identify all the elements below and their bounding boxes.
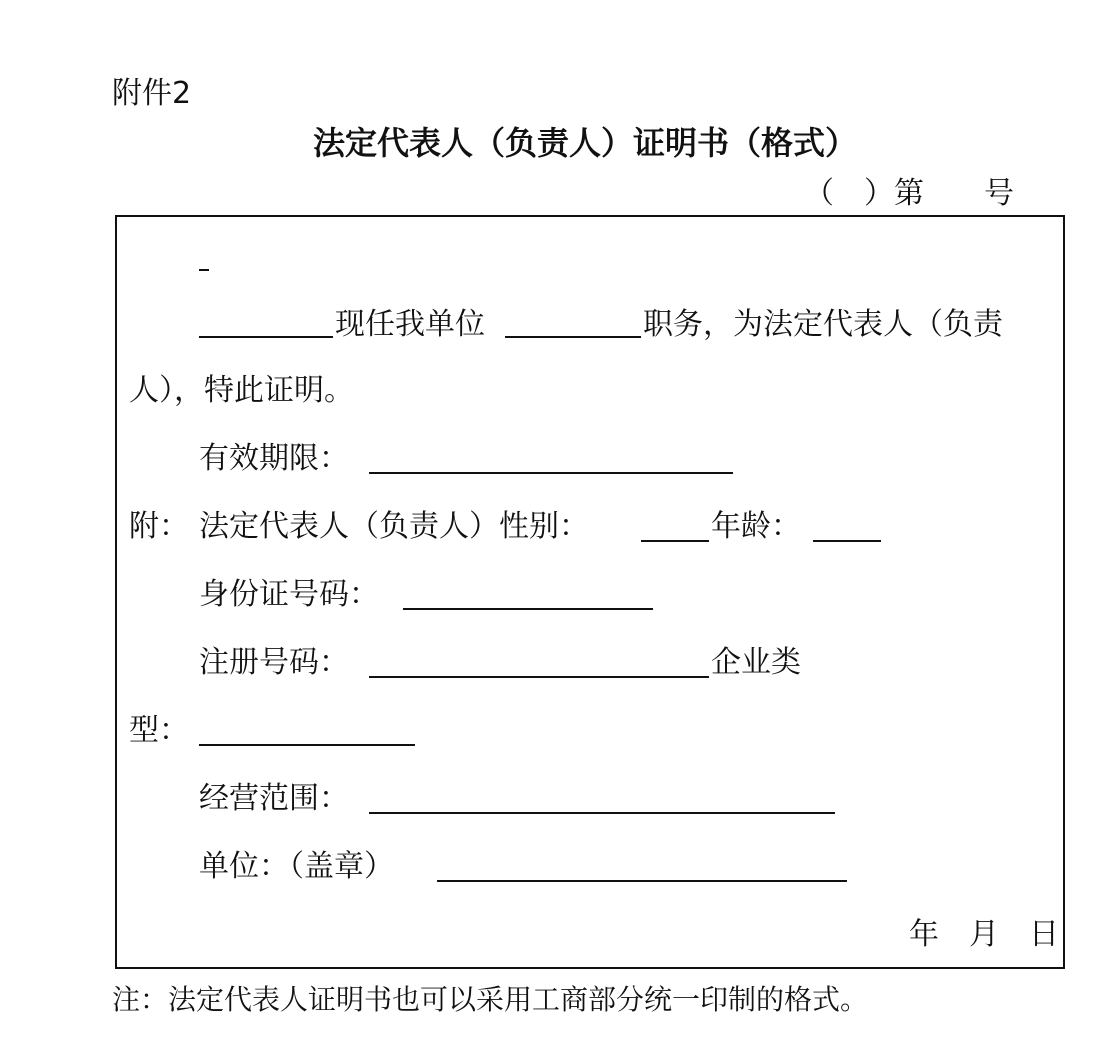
unit-seal-label: 单位：（盖章） [199, 849, 394, 884]
date-label: 年 月 日 [909, 917, 1059, 952]
gender-blank[interactable] [641, 540, 709, 542]
business-scope-blank[interactable] [369, 812, 835, 814]
company-type-blank[interactable] [199, 744, 415, 746]
age-label: 年龄： [711, 509, 801, 544]
registration-number-label: 注册号码： [199, 645, 349, 680]
company-type-label-end: 型： [129, 713, 189, 748]
business-scope-label: 经营范围： [199, 781, 349, 816]
rep-gender-label: 法定代表人（负责人）性别： [199, 509, 589, 544]
id-number-label: 身份证号码： [199, 577, 379, 612]
attachment-label: 附件2 [112, 76, 192, 111]
document-title: 法定代表人（负责人）证明书（格式） [312, 124, 857, 162]
position-blank[interactable] [505, 336, 641, 338]
position-tail-text: 职务，为法定代表人（负责 [643, 307, 1003, 342]
attach-prefix: 附： [129, 509, 189, 544]
validity-label: 有效期限： [199, 441, 349, 476]
certify-text: 人），特此证明。 [129, 373, 354, 408]
id-number-blank[interactable] [403, 608, 653, 610]
certificate-form-box [115, 215, 1065, 969]
registration-number-blank[interactable] [369, 676, 709, 678]
company-type-label-start: 企业类 [711, 645, 801, 680]
unit-seal-blank[interactable] [437, 880, 847, 882]
stray-mark-line [199, 269, 209, 271]
document-number: （ ）第 号 [804, 176, 1014, 211]
validity-blank[interactable] [369, 472, 733, 474]
name-blank[interactable] [199, 336, 333, 338]
footer-note: 注：法定代表人证明书也可以采用工商部分统一印制的格式。 [112, 983, 869, 1016]
current-position-text: 现任我单位 [335, 307, 485, 342]
age-blank[interactable] [813, 540, 881, 542]
